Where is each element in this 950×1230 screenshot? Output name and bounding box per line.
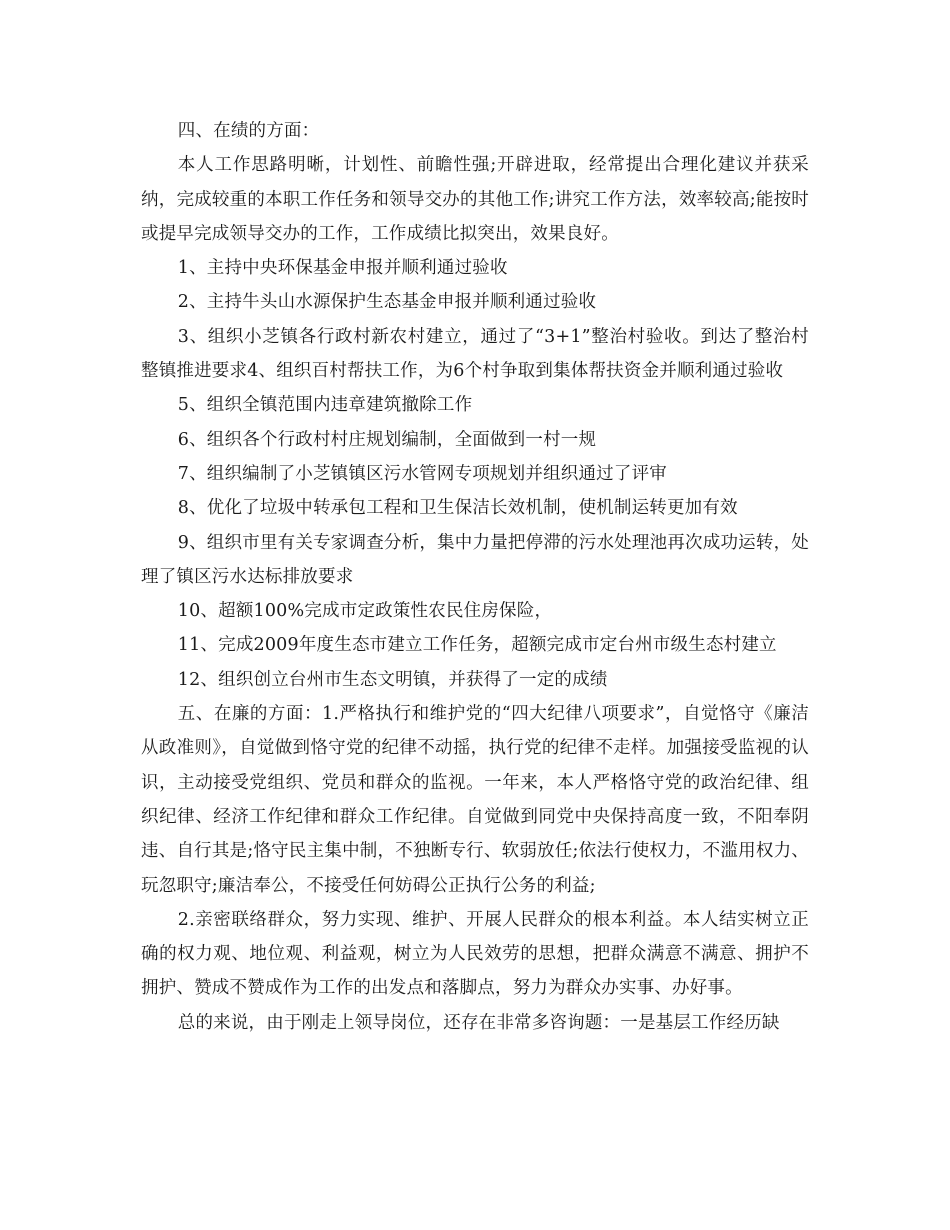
list-item-2: 2、主持牛头山水源保护生态基金申报并顺利通过验收	[177, 292, 597, 313]
section-heading-integrity: 五、在廉的方面：1.严格执行和维护党的“四大纪律八项要求”，自觉恪守《廉洁从政准则》，自觉做到恪守党的纪律不动摇，执行党的纪律不走样。加强接受监视的认识，主动接受党组织、党员和群众的监视。一年来，本人严格恪守党的政治纪律、组织纪律、经济工作纪律和群众工作纪律。自觉做到同党中央保持高度一致，不阳奉阴违、自行其是;恪守民主集中制，不独断专行、软弱放任;依法行使权力，不滥用权力、玩忽职守;廉洁奉公，不接受任何妨碍公正执行公务的利益;	[141, 704, 809, 896]
list-item-7: 7、组织编制了小芝镇镇区污水管网专项规划并组织通过了评审	[177, 463, 667, 484]
list-item-1: 1、主持中央环保基金申报并顺利通过验收	[177, 258, 508, 279]
list-item-10: 10、超额100%完成市定政策性农民住房保险，	[177, 601, 553, 622]
list-item-8: 8、优化了垃圾中转承包工程和卫生保洁长效机制，使机制运转更加有效	[177, 498, 738, 519]
document-body	[141, 114, 809, 1040]
list-item-11: 11、完成2009年度生态市建立工作任务，超额完成市定台州市级生态村建立	[177, 635, 777, 656]
list-item-6: 6、组织各个行政村村庄规划编制，全面做到一村一规	[177, 429, 597, 450]
list-item-5: 5、组织全镇范围内违章建筑撤除工作	[177, 395, 473, 416]
list-item-12: 12、组织创立台州市生态文明镇，并获得了一定的成绩	[177, 669, 608, 690]
paragraph-work-approach: 本人工作思路明晰，计划性、前瞻性强;开辟进取，经常提出合理化建议并获采纳，完成较重的本职工作任务和领导交办的其他工作;讲究工作方法，效率较高;能按时或提早完成领导交办的工作，工作成绩比拟突出，效果良好。	[141, 155, 809, 244]
list-item-9: 9、组织市里有关专家调查分析，集中力量把停滞的污水处理池再次成功运转，处理了镇区污水达标排放要求	[141, 532, 809, 587]
list-item-3-4: 3、组织小芝镇各行政村新农村建立，通过了“3+1”整治村验收。到达了整治村整镇推进要求4、组织百村帮扶工作，为6个村争取到集体帮扶资金并顺利通过验收	[141, 326, 809, 382]
section-heading-performance: 四、在绩的方面：	[177, 121, 320, 141]
paragraph-summary: 总的来说，由于刚走上领导岗位，还存在非常多咨询题：一是基层工作经历缺	[177, 1012, 780, 1033]
paragraph-mass-connection: 2.亲密联络群众，努力实现、维护、开展人民群众的根本利益。本人结实树立正确的权力观、地位观、利益观，树立为人民效劳的思想，把群众满意不满意、拥护不拥护、赞成不赞成作为工作的出发点和落脚点，努力为群众办实事、办好事。	[141, 909, 809, 999]
